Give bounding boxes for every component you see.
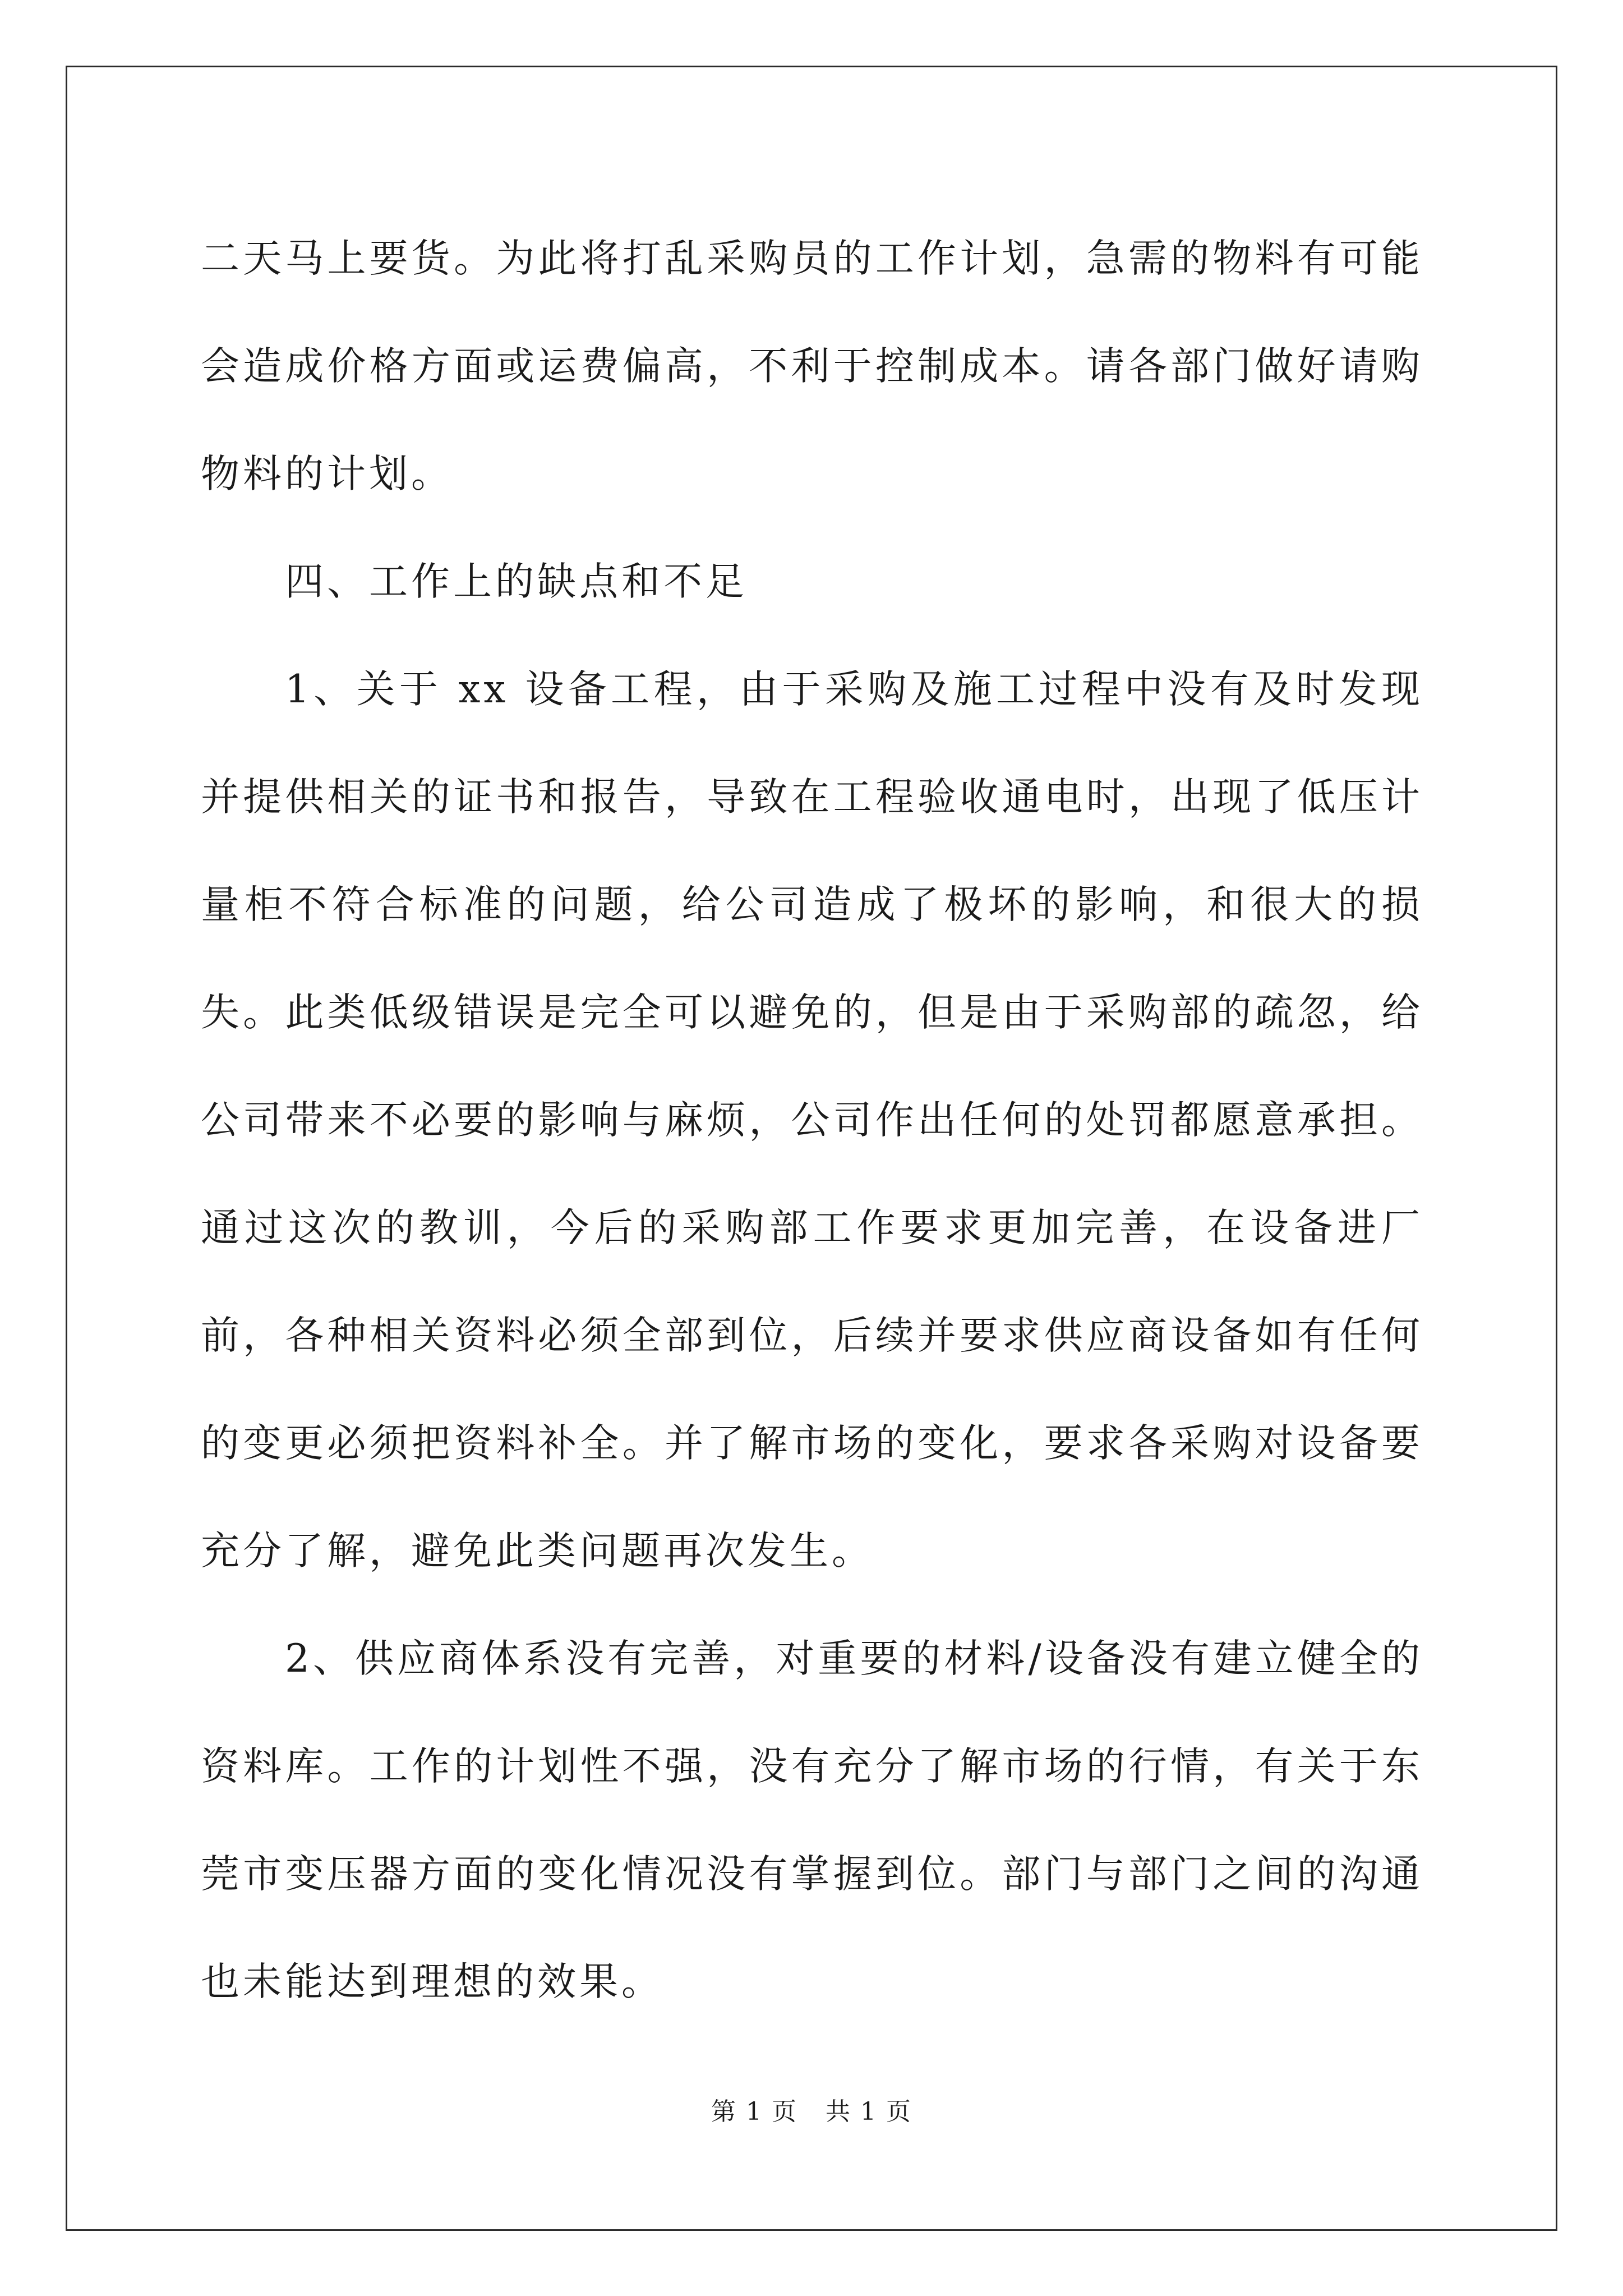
paragraph-item-1: 1、关于 xx 设备工程，由于采购及施工过程中没有及时发现并提供相关的证书和报告，导致在工程验收通电时，出现了低压计量柜不符合标准的问题，给公司造成了极坏的影响，和很大的损失。此类低级错误是完全可以避免的，但是由于采购部的疏忽，给公司带来不必要的影响与麻烦，公司作出任何的处罚都愿意承担。通过这次的教训，今后的采购部工作要求更加完善，在设备进厂前，各种相关资料必须全部到位，后续并要求供应商设备如有任何的变更必须把资料补全。并了解市场的变化，要求各采购对设备要充分了解，避免此类问题再次发生。 [201, 667, 1423, 1573]
section-heading: 四、工作上的缺点和不足 [285, 559, 748, 604]
page-number: 第 1 页 [711, 2097, 797, 2126]
page-total: 共 1 页 [826, 2097, 912, 2126]
document-body [201, 205, 1423, 2036]
page-footer [0, 2091, 1623, 2127]
paragraph-item-2: 2、供应商体系没有完善，对重要的材料/设备没有建立健全的资料库。工作的计划性不强，没有充分了解市场的行情，有关于东莞市变压器方面的变化情况没有掌握到位。部门与部门之间的沟通也未能达到理想的效果。 [201, 1636, 1423, 2004]
paragraph-1: 二天马上要货。为此将打乱采购员的工作计划，急需的物料有可能会造成价格方面或运费偏高，不利于控制成本。请各部门做好请购物料的计划。 [201, 236, 1423, 496]
